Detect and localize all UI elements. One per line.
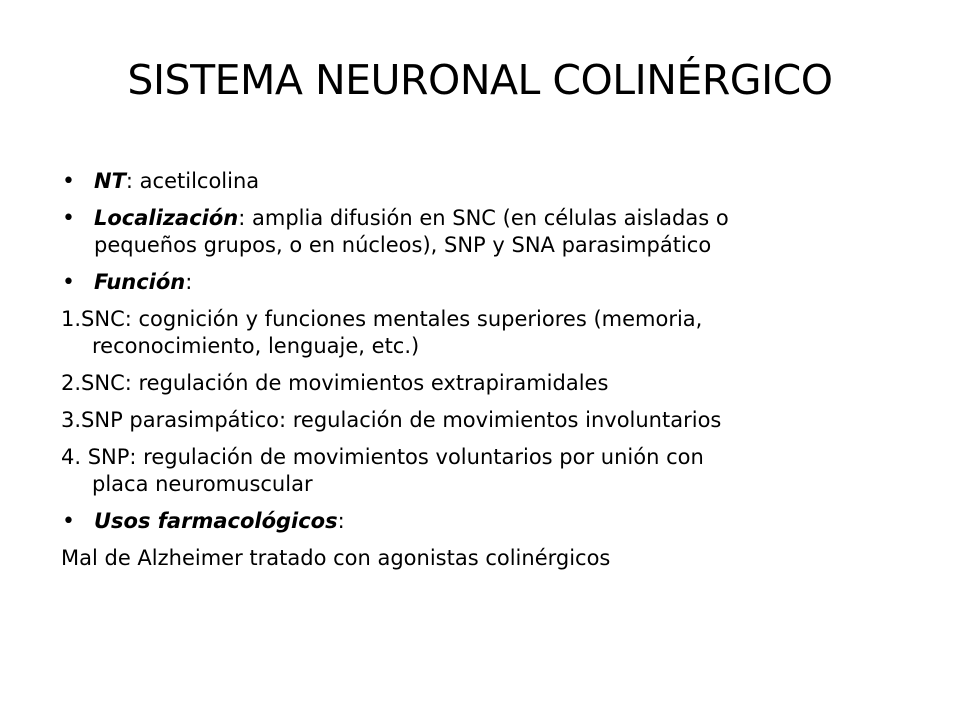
term-funcion: Función — [94, 270, 186, 294]
funcion-item-4 — [0, 444, 960, 498]
nt-text: acetilcolina — [132, 169, 260, 193]
term-localizacion: Localización — [94, 206, 239, 230]
bullet-nt: • NT: acetilcolina — [62, 169, 260, 194]
usos-text: Mal de Alzheimer tratado con agonistas colinérgicos — [61, 546, 611, 570]
bullet-usos: • Usos farmacológicos: — [62, 509, 345, 534]
localizacion-text-line1: amplia difusión en SNC (en células aisladas o — [245, 206, 729, 230]
bullet-funcion: • Función: — [62, 270, 193, 295]
bullet-localizacion: • Localización: amplia difusión en SNC (en células aisladas o pequeños grupos, o en núcleos), SNP y SNA parasimpático — [0, 205, 960, 259]
bullet-dot-icon: • — [62, 270, 75, 295]
term-nt: NT — [94, 169, 126, 193]
funcion-item-1 — [0, 306, 960, 360]
funcion-item-4-line2: placa neuromuscular — [92, 472, 313, 496]
bullet-dot-icon: • — [62, 169, 75, 194]
bullet-dot-icon: • — [62, 509, 75, 534]
localizacion-text-line2: pequeños grupos, o en núcleos), SNP y SNA parasimpático — [94, 233, 712, 257]
term-usos: Usos farmacológicos — [94, 509, 338, 533]
slide-body — [0, 168, 960, 582]
funcion-item-3: 3.SNP parasimpático: regulación de movimientos involuntarios — [61, 408, 722, 432]
funcion-item-4-line1: 4. SNP: regulación de movimientos voluntarios por unión con — [61, 445, 704, 469]
funcion-item-1-line1: 1.SNC: cognición y funciones mentales superiores (memoria, — [61, 307, 703, 331]
funcion-item-2: 2.SNC: regulación de movimientos extrapiramidales — [61, 371, 609, 395]
bullet-dot-icon: • — [62, 206, 75, 231]
slide-title: SISTEMA NEURONAL COLINÉRGICO — [127, 56, 833, 104]
funcion-item-1-line2: reconocimiento, lenguaje, etc.) — [92, 334, 420, 358]
